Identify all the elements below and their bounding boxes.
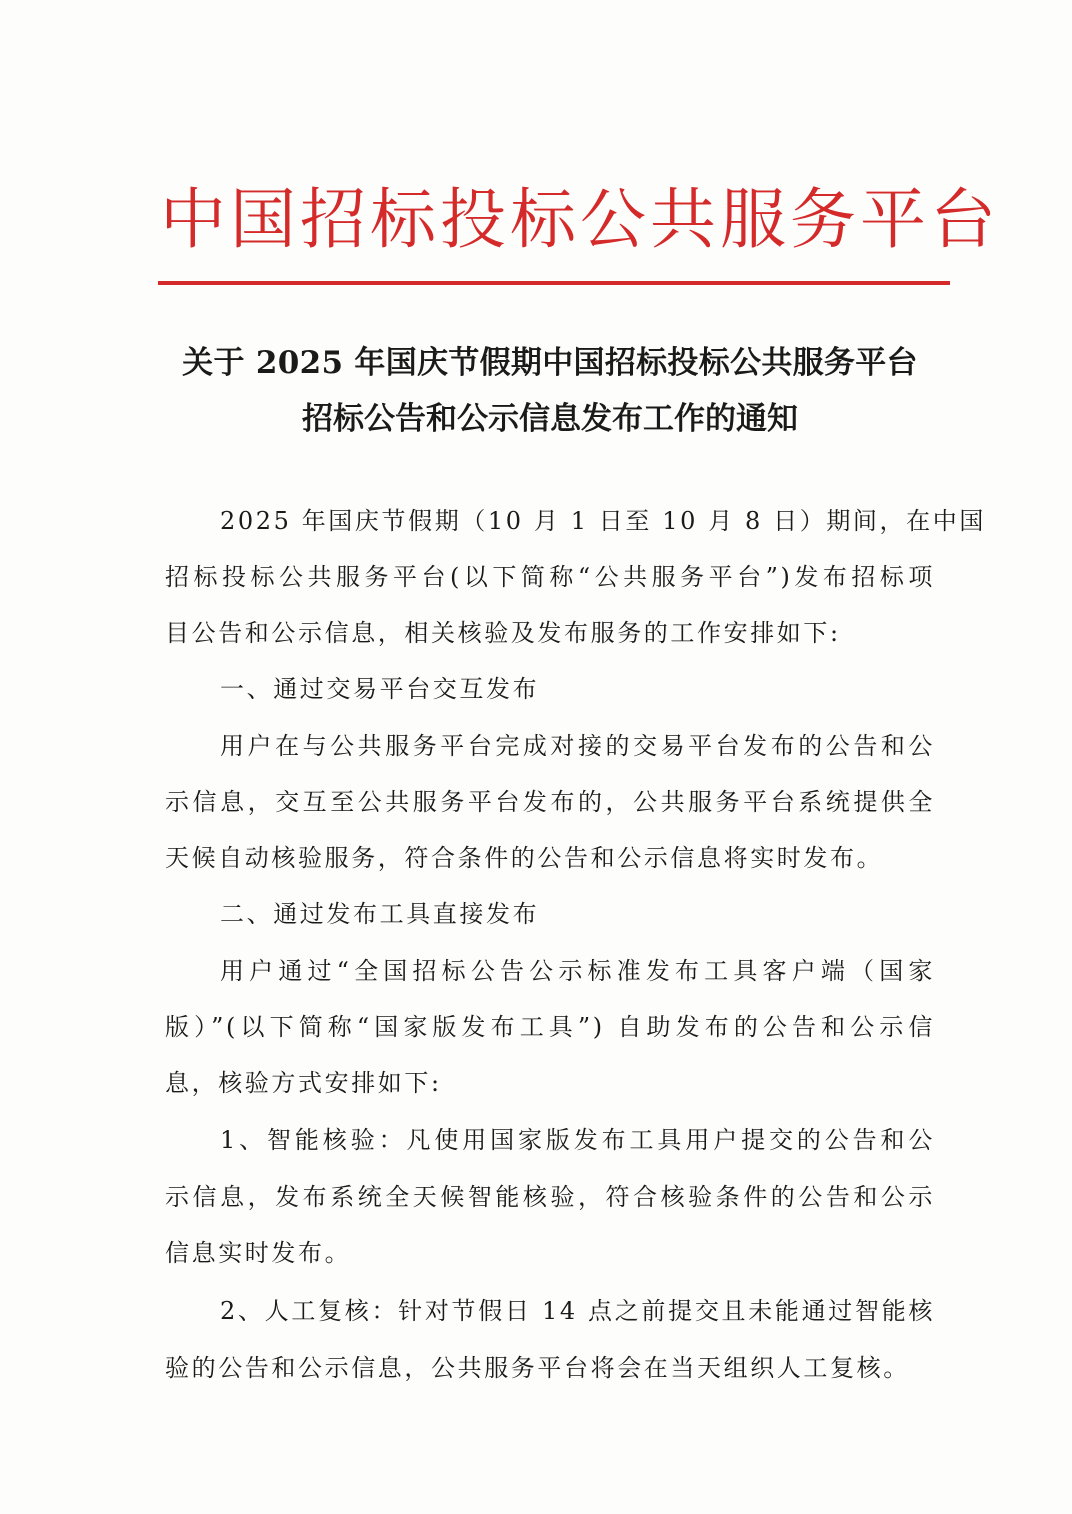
paragraph-line: 示信息，发布系统全天候智能核验，符合核验条件的公告和公示 [165, 1183, 935, 1211]
paragraph-line: 天候自动核验服务，符合条件的公告和公示信息将实时发布。 [165, 844, 884, 872]
paragraph-line: 信息实时发布。 [165, 1239, 352, 1267]
masthead-red-rule [158, 281, 950, 285]
section-heading: 二、通过发布工具直接发布 [220, 900, 540, 928]
paragraph-line: 用户通过“全国招标公告公示标准发布工具客户端（国家 [220, 957, 935, 985]
notice-title-line-2: 招标公告和公示信息发布工作的通知 [302, 401, 798, 437]
paragraph-line: 目公告和公示信息，相关核验及发布服务的工作安排如下: [165, 619, 841, 647]
paragraph-line: 验的公告和公示信息，公共服务平台将会在当天组织人工复核。 [165, 1354, 910, 1382]
notice-title-line-1: 关于 2025 年国庆节假期中国招标投标公共服务平台 [182, 345, 918, 381]
paragraph-line: 1、智能核验：凡使用国家版发布工具用户提交的公告和公 [220, 1126, 935, 1154]
paragraph-line: 2、人工复核：针对节假日 14 点之前提交且未能通过智能核 [220, 1297, 935, 1325]
paragraph-line: 2025 年国庆节假期（10 月 1 日至 10 月 8 日）期间，在中国 [220, 507, 986, 535]
section-heading: 一、通过交易平台交互发布 [220, 675, 540, 703]
paragraph-line: 用户在与公共服务平台完成对接的交易平台发布的公告和公 [220, 732, 935, 760]
paragraph-line: 招标投标公共服务平台(以下简称“公共服务平台”)发布招标项 [165, 563, 935, 591]
paragraph-line: 版）”(以下简称“国家版发布工具”) 自助发布的公告和公示信 [165, 1013, 935, 1041]
paragraph-line: 息，核验方式安排如下: [165, 1069, 442, 1097]
masthead-org-name: 中国招标投标公共服务平台 [160, 181, 1000, 258]
paragraph-line: 示信息，交互至公共服务平台发布的，公共服务平台系统提供全 [165, 788, 935, 816]
